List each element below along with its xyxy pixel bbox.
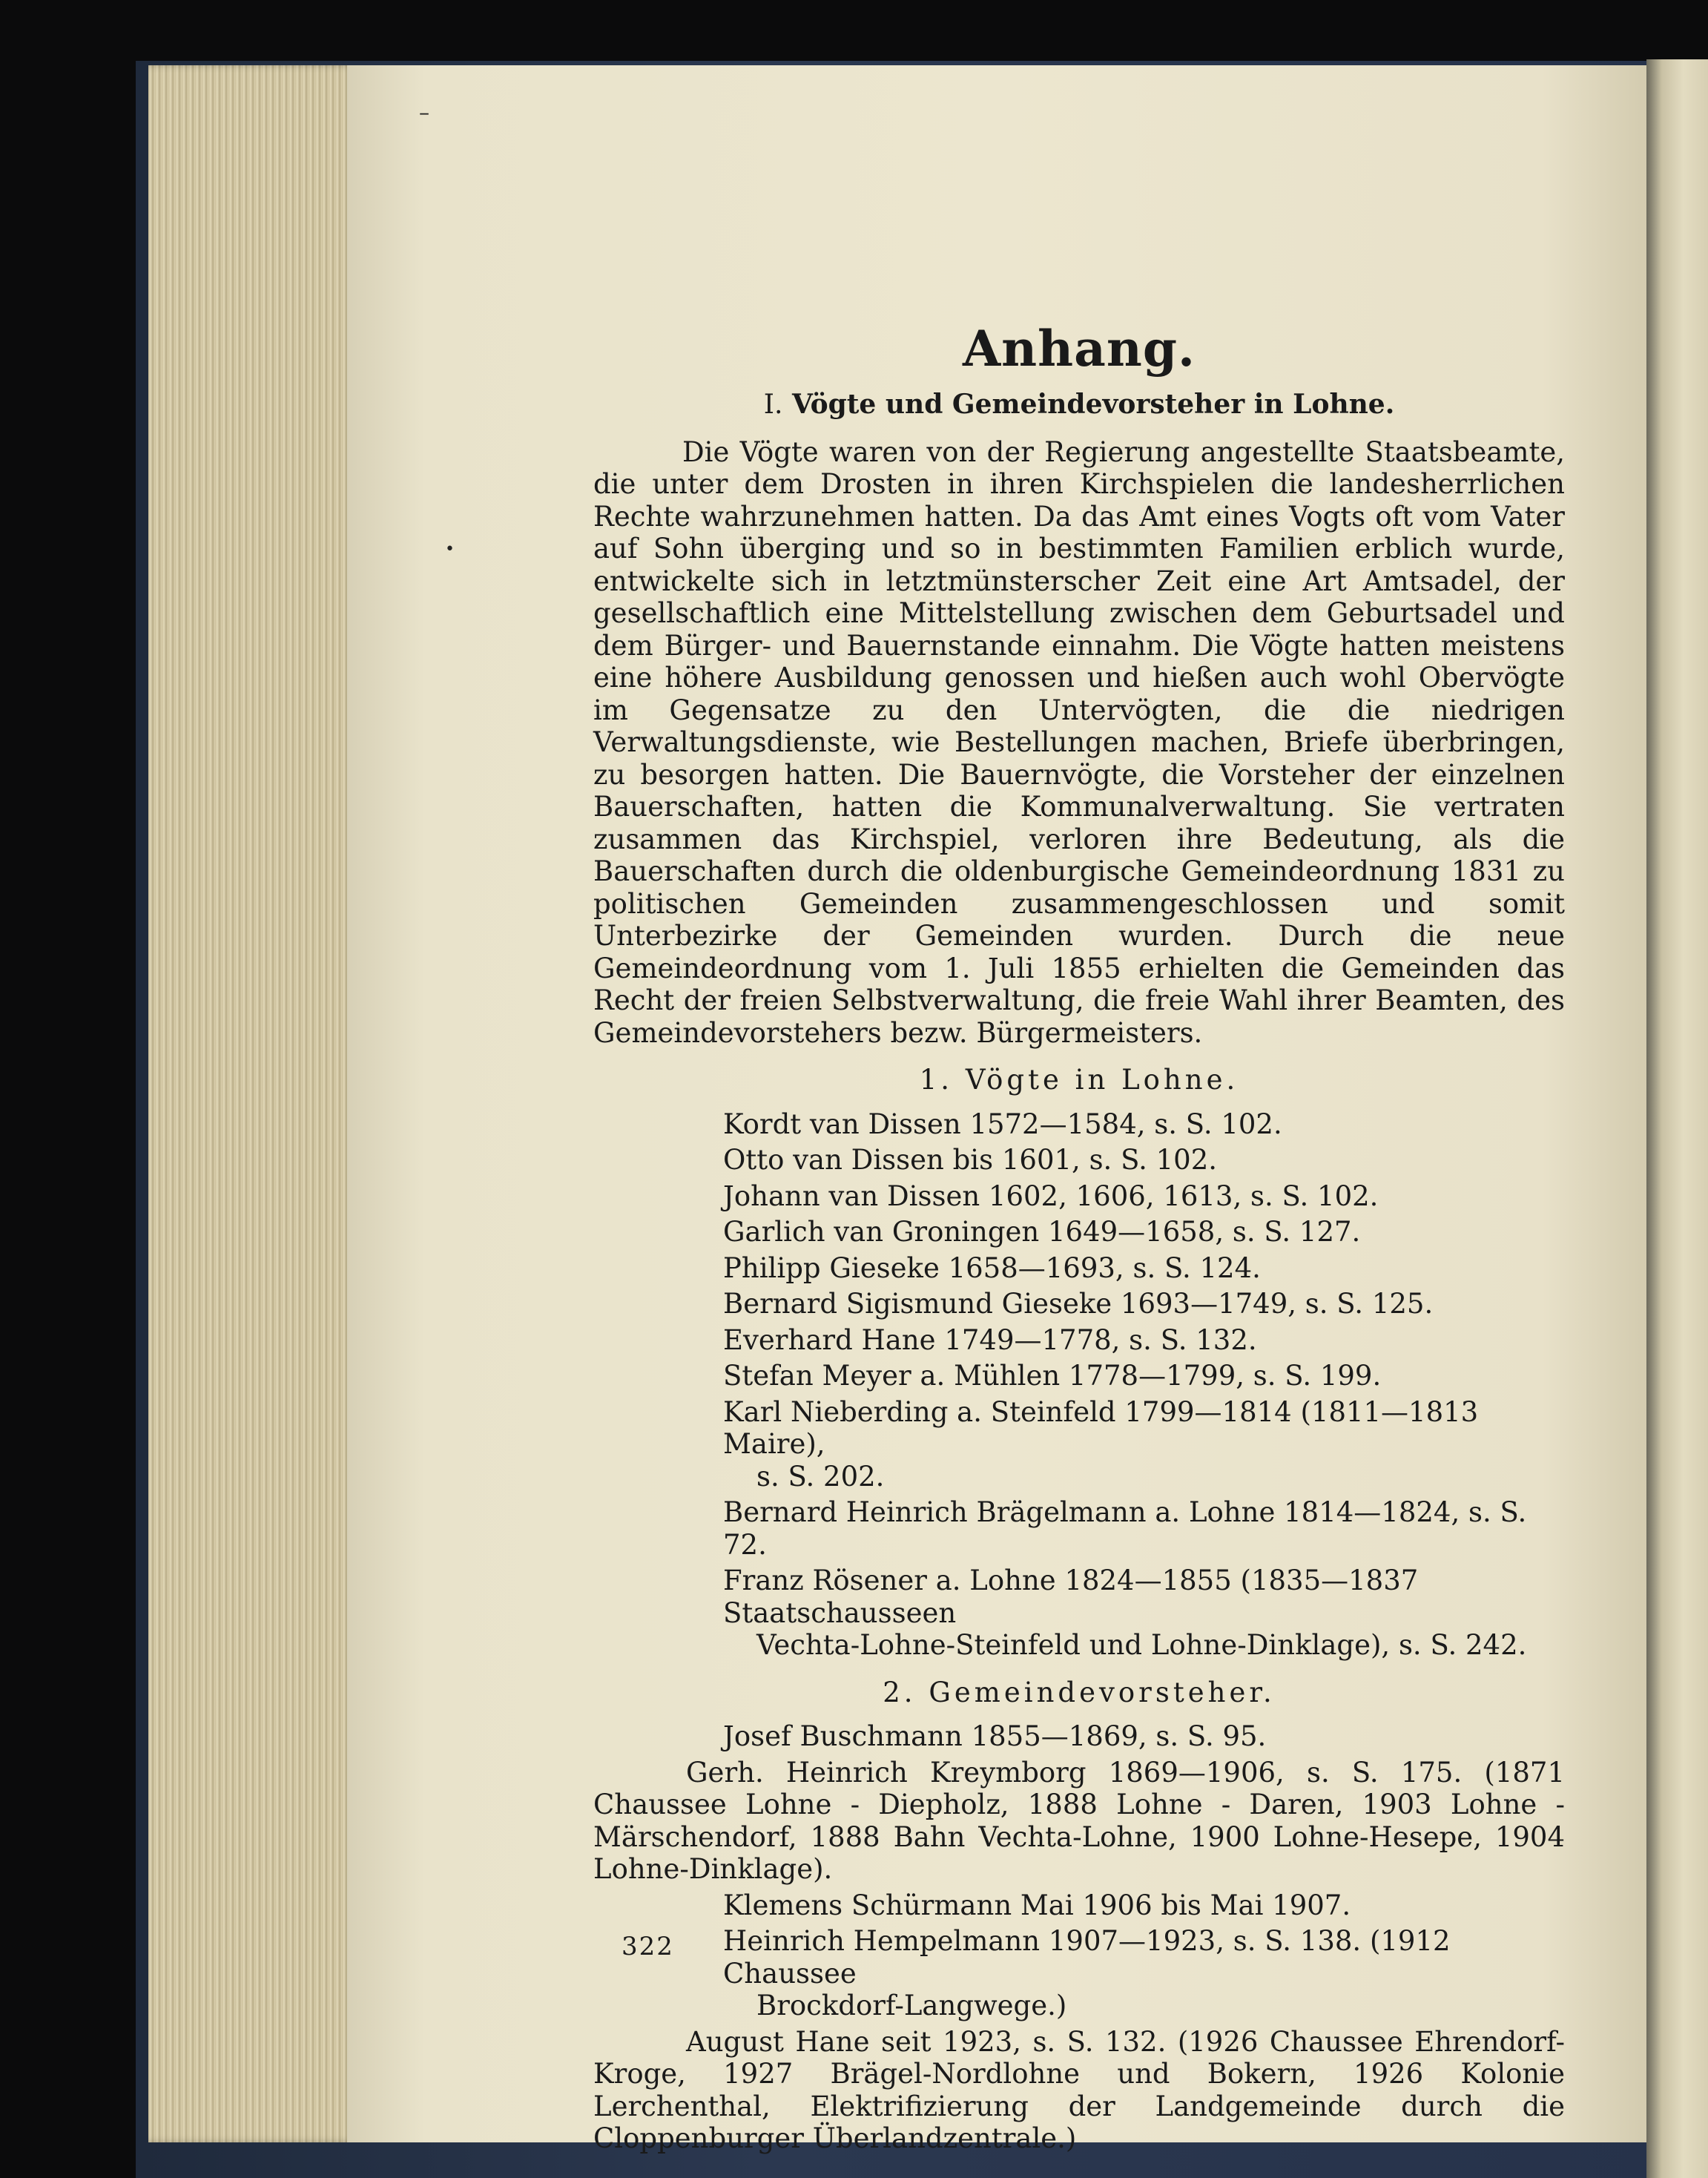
entry-line: Bernard Heinrich Brägelmann a. Lohne 1814—1824, s. S. 72. bbox=[723, 1496, 1527, 1561]
intro-paragraph: Die Vögte waren von der Regierung angestellte Staatsbeamte, die unter dem Drosten in ihren Kirchspielen die landesherrlichen Rechte wahrzunehmen hatten. Da das Amt eines Vogts oft vom Vater auf Sohn überging und so in bestimmten Familien erblich wurde, entwickelte sich in letztmünsterscher Zeit eine Art Amtsadel, der gesellschaftlich eine Mittelstellung zwischen dem Geburtsadel und dem Bürger- und Bauernstande einnahm. Die Vögte hatten meistens eine höhere Ausbildung genossen und hießen auch wohl Obervögte im Gegensatze zu den Untervögten, die die niedrigen Verwaltungsdienste, wie Bestellungen machen, Briefe überbringen, zu besorgen hatten. Die Bauernvögte, die Vorsteher der einzelnen Bauerschaften, hatten die Kommunalverwaltung. Sie vertraten zusammen das Kirchspiel, verloren ihre Bedeutung, als die Bauerschaften durch die oldenburgische Gemeindeordnung 1831 zu politischen Gemeinden zusammengeschlossen und somit Unterbezirke der Gemeinden wurden. Durch die neue Gemeindeordnung vom 1. Juli 1855 erhielten die Gemeinden das Recht der freien Selbstverwaltung, die freie Wahl ihrer Beamten, des Gemeindevorstehers bezw. Bürgermeisters. bbox=[593, 435, 1565, 1049]
entry-line: Heinrich Hempelmann 1907—1923, s. S. 138. (1912 Chaussee bbox=[723, 1925, 1451, 1990]
entry-line: Philipp Gieseke 1658—1693, s. S. 124. bbox=[723, 1251, 1261, 1284]
entry-continuation: Vechta-Lohne-Steinfeld und Lohne-Dinklage), s. S. 242. bbox=[756, 1629, 1527, 1661]
voegte-entry bbox=[593, 1360, 1565, 1392]
voegte-entry bbox=[593, 1216, 1565, 1248]
vorsteher-heading: 2. Gemeindevorsteher. bbox=[883, 1676, 1276, 1708]
vorsteher-entry: Klemens Schürmann Mai 1906 bis Mai 1907. bbox=[723, 1889, 1351, 1921]
page-text bbox=[593, 319, 1565, 2159]
section-title: Vögte und Gemeindevorsteher in Lohne. bbox=[791, 389, 1395, 420]
vorsteher-entry: Josef Buschmann 1855—1869, s. S. 95. bbox=[723, 1720, 1267, 1752]
entry-line: Stefan Meyer a. Mühlen 1778—1799, s. S. 199. bbox=[723, 1360, 1382, 1392]
margin-mark: • bbox=[445, 540, 455, 559]
voegte-heading: 1. Vögte in Lohne. bbox=[919, 1064, 1239, 1096]
voegte-entry bbox=[593, 1180, 1565, 1213]
margin-mark: – bbox=[419, 100, 429, 125]
entry-line: Bernard Sigismund Gieseke 1693—1749, s. S. 125. bbox=[723, 1288, 1434, 1320]
page-edges bbox=[148, 65, 356, 2142]
vorsteher-entry bbox=[593, 1925, 1565, 2022]
entry-line: Karl Nieberding a. Steinfeld 1799—1814 (1811—1813 Maire), bbox=[723, 1395, 1479, 1460]
entry-line: Kordt van Dissen 1572—1584, s. S. 102. bbox=[723, 1108, 1282, 1140]
entry-line: Otto van Dissen bis 1601, s. S. 102. bbox=[723, 1144, 1218, 1176]
section-number: I. bbox=[763, 389, 783, 420]
entry-continuation: Brockdorf-Langwege.) bbox=[756, 1990, 1067, 2021]
voegte-entry bbox=[593, 1108, 1565, 1141]
vorsteher-entry: Gerh. Heinrich Kreymborg 1869—1906, s. S. 175. (1871 Chaussee Lohne - Diepholz, 1888 Lohne - Daren, 1903 Lohne - Märschendorf, 1888 Bahn Vechta-Lohne, 1900 Lohne-Hesepe, 1904 Lohne-Dinklage). bbox=[593, 1756, 1565, 1885]
voegte-list bbox=[593, 1108, 1565, 1662]
voegte-entry bbox=[593, 1288, 1565, 1320]
voegte-entry bbox=[593, 1496, 1565, 1561]
entry-line: Johann van Dissen 1602, 1606, 1613, s. S. 102. bbox=[723, 1180, 1379, 1212]
facing-page-edge bbox=[1646, 59, 1708, 2178]
section-heading bbox=[593, 389, 1565, 421]
voegte-entry bbox=[593, 1144, 1565, 1177]
entry-line: Franz Rösener a. Lohne 1824—1855 (1835—1837 Staatschausseen bbox=[723, 1565, 1419, 1629]
voegte-entry bbox=[593, 1396, 1565, 1493]
page-number: 322 bbox=[621, 1932, 674, 1961]
vorsteher-entry: August Hane seit 1923, s. S. 132. (1926 Chaussee Ehrendorf-Kroge, 1927 Brägel-Nordlohne und Bokern, 1926 Kolonie Lerchenthal, Elektrifizierung der Landgemeinde durch die Cloppenburger Überlandzentrale.) bbox=[593, 2025, 1565, 2154]
voegte-entry bbox=[593, 1565, 1565, 1662]
voegte-entry bbox=[593, 1324, 1565, 1357]
page-title: Anhang. bbox=[962, 320, 1196, 378]
voegte-entry bbox=[593, 1252, 1565, 1285]
entry-line: Everhard Hane 1749—1778, s. S. 132. bbox=[723, 1323, 1257, 1356]
entry-line: Garlich van Groningen 1649—1658, s. S. 127. bbox=[723, 1216, 1361, 1248]
entry-continuation: s. S. 202. bbox=[756, 1460, 885, 1493]
